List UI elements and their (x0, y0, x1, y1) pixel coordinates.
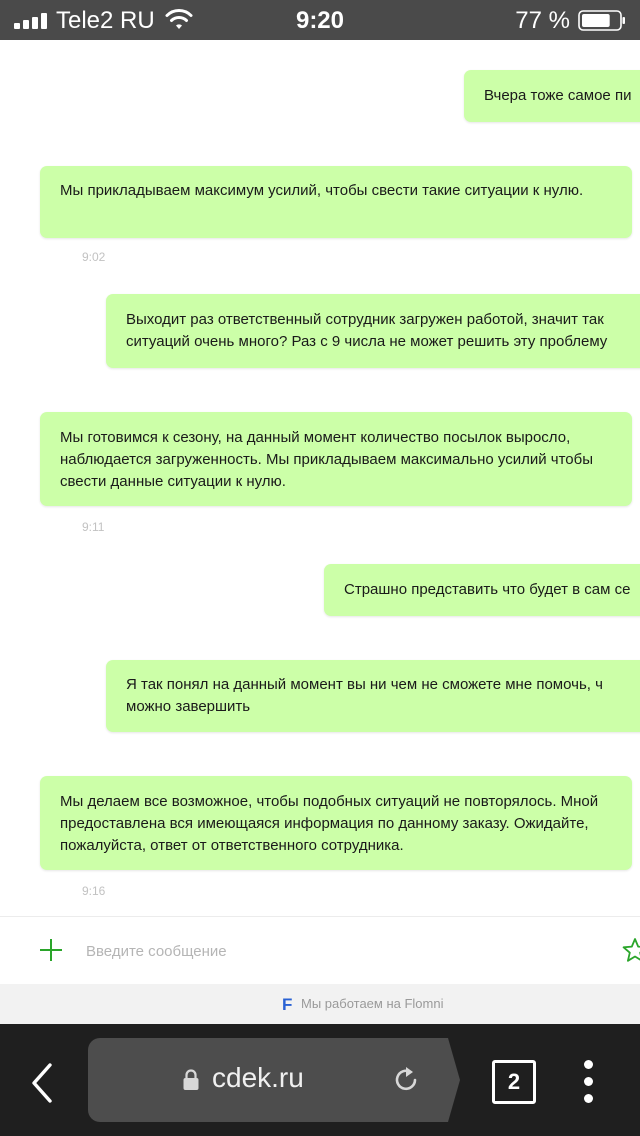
browser-toolbar (0, 1024, 640, 1136)
star-icon[interactable] (622, 937, 640, 963)
clock: 9:20 (295, 7, 345, 34)
flomni-logo: F (282, 995, 293, 1014)
message-incoming (40, 412, 632, 506)
message-incoming (40, 166, 632, 238)
message-outgoing (324, 564, 640, 616)
menu-dots-icon[interactable] (578, 1060, 598, 1104)
message-text-line: Выходит раз ответственный сотрудник загружен работой, значит так (126, 311, 604, 328)
message-text-line: ситуаций очень много? Раз с 9 числа не может решить эту проблему (126, 333, 608, 350)
message-time: 9:11 (82, 520, 105, 534)
message-text: Мы прикладываем максимум усилий, чтобы свести такие ситуации к нулю. (60, 182, 584, 199)
message-time: 9:16 (82, 884, 106, 898)
message-text: Мы готовимся к сезону, на данный момент количество посылок выросло, наблюдается загруженность. Мы прикладываем максимально усилий чтобы свести данные ситуации к нулю. (60, 429, 593, 490)
message-incoming (40, 776, 632, 870)
battery-icon (578, 10, 626, 31)
battery-percent: 77 % (515, 7, 570, 34)
back-icon[interactable] (28, 1062, 58, 1104)
message-text: Мы делаем все возможное, чтобы подобных ситуаций не повторялось. Мной предоставлена вся имеющаяся информация по данному заказу. Ожидайте, пожалуйста, ответ от ответственного сотрудника. (60, 793, 599, 854)
status-bar (0, 0, 640, 40)
powered-by-text[interactable]: Мы работаем на Flomni (301, 996, 444, 1011)
message-text-line: можно завершить (126, 698, 251, 715)
message-outgoing (106, 660, 640, 732)
url-text[interactable]: cdek.ru (212, 1062, 304, 1093)
plus-icon[interactable] (40, 939, 62, 961)
chat-thread[interactable] (0, 40, 640, 916)
message-time: 9:02 (82, 250, 106, 264)
powered-by-bar (0, 984, 640, 1024)
address-bar-tip (446, 1038, 460, 1122)
message-composer (0, 916, 640, 985)
message-text: Вчера тоже самое пи (484, 87, 632, 104)
message-text-line: Я так понял на данный момент вы ни чем не сможете мне помочь, ч (126, 676, 603, 693)
carrier-name: Tele2 RU (56, 7, 155, 34)
message-text: Страшно представить что будет в сам се (344, 581, 631, 598)
tabs-button[interactable] (492, 1060, 536, 1104)
message-input[interactable] (84, 935, 608, 967)
lock-icon (182, 1068, 200, 1092)
tab-count: 2 (507, 1069, 521, 1094)
message-outgoing (106, 294, 640, 368)
reload-icon[interactable] (392, 1064, 420, 1094)
message-outgoing (464, 70, 640, 122)
